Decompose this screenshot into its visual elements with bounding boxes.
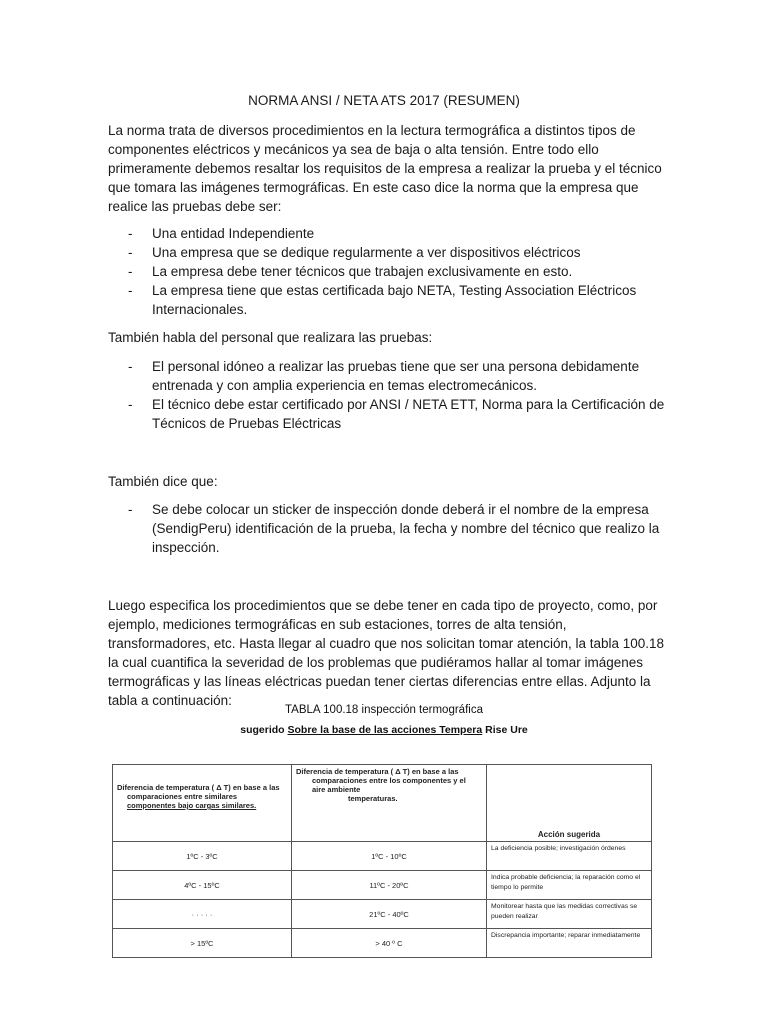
list-item: - El personal idóneo a realizar las pruebas tiene que ser una persona debidamente entrenada y con amplia experiencia en temas electromecánicos. (128, 359, 640, 393)
table-cell: · · · · · (113, 900, 292, 929)
sticker-list (108, 500, 668, 557)
table-cell: Indica probable deficiencia; la reparación como el tiempo lo permite (487, 871, 652, 900)
closing-paragraph: Luego especifica los procedimientos que se debe tener en cada tipo de proyecto, como, por ejemplo, mediciones termográficas en sub estaciones, torres de alta tensión, transformadores, etc. Hasta llegar al cuadro que nos solicitan tomar atención, la tabla 100.18 la cual cuantifica la severidad de los problemas que pudiéramos hallar al tomar imágenes termográficas y las líneas eléctricas puedan tener ciertas diferencias entre ellas. Adjunto la tabla a continuación: (108, 598, 665, 708)
list-item: - El técnico debe estar certificado por ANSI / NETA ETT, Norma para la Certificación de Técnicos de Pruebas Eléctricas (128, 397, 665, 431)
table-row (113, 871, 652, 900)
list-item: - Se debe colocar un sticker de inspección donde deberá ir el nombre de la empresa (SendigPeru) identificación de la prueba, la fecha y nombre del técnico que realizo la inspección. (128, 502, 660, 555)
table-row (113, 929, 652, 958)
table-subtitle: sugerido Sobre la base de las acciones Tempera Rise Ure (240, 724, 528, 736)
table-cell: 4ºC - 15ºC (113, 871, 292, 900)
also-says-heading: También dice que: (108, 474, 218, 489)
table-row (113, 900, 652, 929)
company-requirements-list (108, 224, 668, 319)
list-item: - La empresa tiene que estas certificada bajo NETA, Testing Association Eléctricos Internacionales. (128, 283, 637, 317)
list-item: - La empresa debe tener técnicos que trabajen exclusivamente en esto. (128, 264, 573, 279)
table-header-row (113, 765, 652, 842)
table-cell: Monitorear hasta que las medidas correctivas se pueden realizar (487, 900, 652, 929)
intro-paragraph: La norma trata de diversos procedimientos en la lectura termográfica a distintos tipos de componentes eléctricos y mecánicos ya sea de baja o alta tensión. Entre todo ello primeramente debemos resaltar los requisitos de la empresa a realizar la prueba y el técnico que tomara las imágenes termográficas. En este caso dice la norma que la empresa que realice las pruebas debe ser: (108, 123, 662, 214)
table-title: TABLA 100.18 inspección termográfica (285, 704, 483, 716)
severity-table (112, 764, 652, 958)
table-row (113, 842, 652, 871)
table-cell: 21ºC - 40ºC (292, 900, 487, 929)
table-cell: 1ºC - 3ºC (113, 842, 292, 871)
table-cell: La deficiencia posible; investigación órdenes (487, 842, 652, 871)
table-cell: > 15ºC (113, 929, 292, 958)
table-cell: Discrepancia importante; reparar inmediatamente (487, 929, 652, 958)
personnel-intro: También habla del personal que realizara las pruebas: (108, 330, 433, 345)
document-title: NORMA ANSI / NETA ATS 2017 (RESUMEN) (248, 93, 520, 108)
table-cell: > 40 º C (292, 929, 487, 958)
header-cell-ambient-air: Diferencia de temperatura ( Δ T) en base a las comparaciones entre los componentes y el aire ambiente temperaturas. (292, 765, 487, 842)
header-cell-similar-components: Diferencia de temperatura ( Δ T) en base a las comparaciones entre similares componentes bajo cargas similares. (113, 765, 292, 842)
list-item: - Una empresa que se dedique regularmente a ver dispositivos eléctricos (128, 245, 581, 260)
list-item: - Una entidad Independiente (128, 226, 315, 241)
table-cell: 11ºC - 20ºC (292, 871, 487, 900)
personnel-requirements-list (108, 357, 668, 433)
header-cell-suggested-action: Acción sugerida (487, 765, 652, 842)
table-cell: 1ºC - 10ºC (292, 842, 487, 871)
